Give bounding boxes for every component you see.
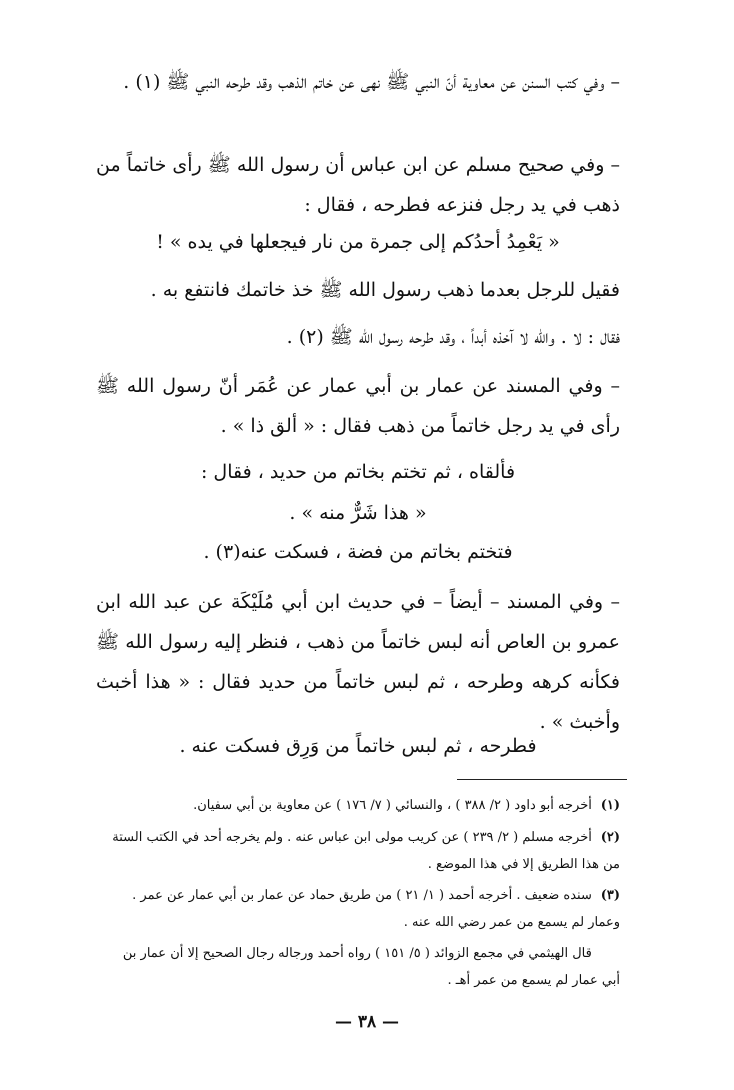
footnote-2 bbox=[104, 824, 620, 878]
paragraph-take-ring: فقيل للرجل بعدما ذهب رسول الله ﷺ خذ خاتمك فانتفع به . bbox=[150, 279, 620, 301]
footnote-text: سنده ضعيف . أخرجه أحمد ( ١/ ٢١ ) من طريق حماد عن عمار بن أبي عمار عن عمر . وعمار لم يسمع من عمر رضي الله عنه . bbox=[132, 888, 620, 930]
footnote-1 bbox=[104, 792, 620, 819]
paragraph-umar: – وفي المسند عن عمار بن أبي عمار عن عُمَر أنّ رسول الله ﷺ رأى في يد رجل خاتماً من ذهب فقال : « ألق ذا » . bbox=[96, 375, 620, 437]
paragraph-iron-ring: فألقاه ، ثم تختم بخاتم من حديد ، فقال : bbox=[200, 461, 516, 483]
footnote-text: قال الهيثمي في مجمع الزوائد ( ٥/ ١٥١ ) رواه أحمد ورجاله رجال الصحيح إلا أن عمار بن أبي عمار لم يسمع من عمر أهـ . bbox=[122, 946, 620, 988]
paragraph-ibn-abi-mulaykah: – وفي المسند – أيضاً – في حديث ابن أبي مُلَيْكَة عن عبد الله ابن عمرو بن العاص أنه لبس خاتماً من ذهب ، فنظر إليه رسول الله ﷺ فكأنه كرهه وطرحه ، ثم لبس خاتماً من حديد فقال : « هذا أخبث وأخبث » . bbox=[96, 591, 620, 733]
footnote-3-continued bbox=[104, 940, 620, 994]
paragraph-muawiya: – وفي كتب السنن عن معاوية أنّ النبي ﷺ نهى عن خاتم الذهب وقد طرحه النبي ﷺ (١) . bbox=[123, 71, 620, 93]
footnote-number: (٢) bbox=[600, 830, 620, 845]
footnote-number: (٣) bbox=[600, 888, 620, 903]
footnote-separator bbox=[457, 779, 627, 780]
paragraph-refusal: فقال : لا . والله لا آخذه أبداً ، وقد طرحه رسول الله ﷺ (٢) . bbox=[286, 326, 620, 348]
paragraph-wariq: فطرحه ، ثم لبس خاتماً من وَرِق فسكت عنه . bbox=[179, 735, 537, 757]
paragraph-silver-ring: فتختم بخاتم من فضة ، فسكت عنه(٣) . bbox=[203, 541, 513, 563]
paragraph-ibn-abbas: – وفي صحيح مسلم عن ابن عباس أن رسول الله ﷺ رأى خاتماً من ذهب في يد رجل فنزعه فطرحه ، فقال : bbox=[96, 154, 620, 216]
hadith-quote-worse: « هذا شَرٌّ منه » . bbox=[289, 502, 427, 524]
footnote-text: أخرجه مسلم ( ٢/ ٢٣٩ ) عن كريب مولى ابن عباس عنه . ولم يخرجه أحد في الكتب الستة من هذا الطريق إلا في هذا الموضع . bbox=[112, 830, 620, 872]
page-number: — ٣٨ — bbox=[334, 1012, 400, 1032]
footnote-text: أخرجه أبو داود ( ٢/ ٣٨٨ ) ، والنسائي ( ٧/ ١٧٦ ) عن معاوية بن أبي سفيان. bbox=[193, 798, 592, 813]
footnote-3 bbox=[104, 882, 620, 936]
footnote-number: (١) bbox=[600, 798, 620, 813]
hadith-quote-ember: « يَعْمِدُ أحدُكم إلى جمرة من نار فيجعلها في يده » ! bbox=[156, 231, 560, 253]
